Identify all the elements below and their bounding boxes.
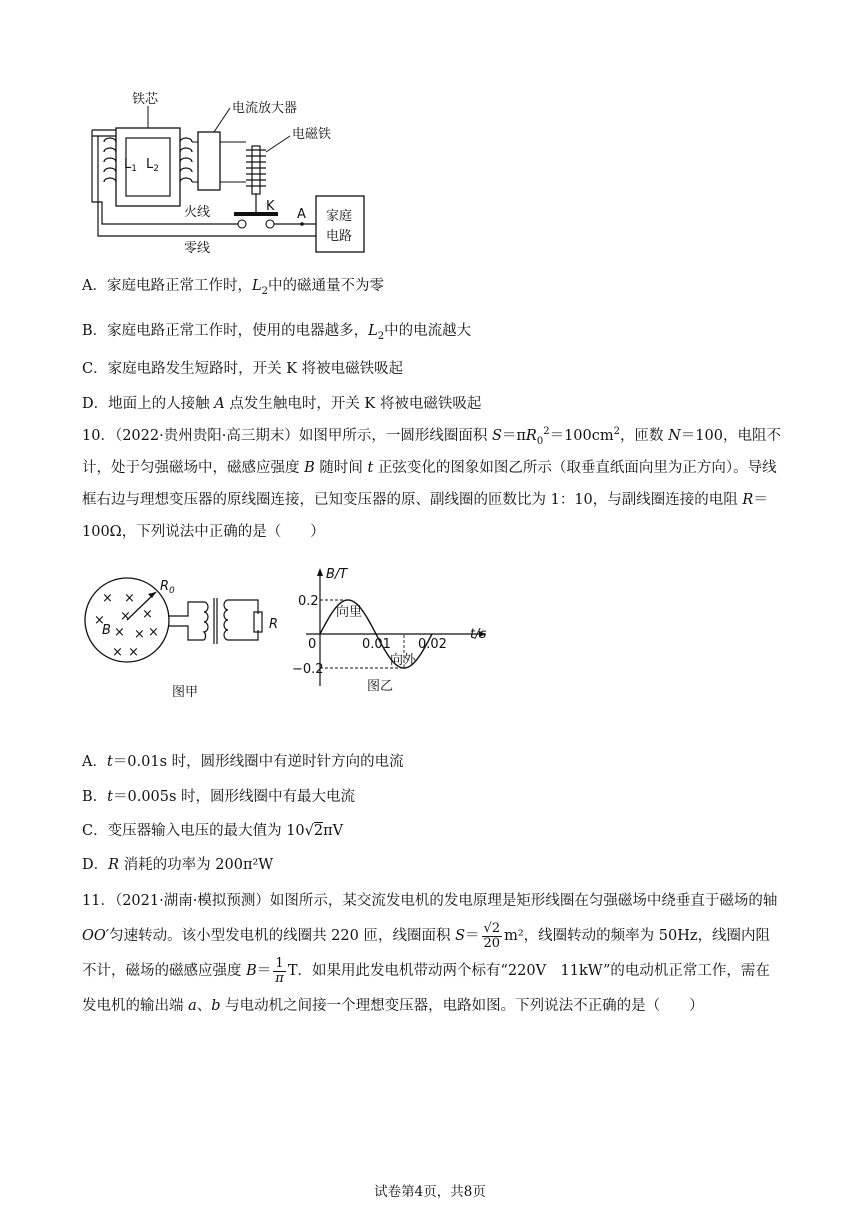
svg-text:×: × [94,613,105,628]
field-fraction: $\frac{1}{\pi}$ [275,955,284,986]
q9-option-a: A．家庭电路正常工作时，$L_2$中的磁通量不为零 [82,278,384,297]
transformer-secondary [224,600,228,640]
inward-annotation: 向里 [336,605,363,620]
x-tick-002: 0.02 [418,637,447,652]
electromagnet-core [252,146,260,194]
home-label-1: 家庭 [326,209,353,224]
q10-option-d: D．R 消耗的功率为 200π²W [82,857,274,873]
resistor-r [254,612,262,632]
q10-stem: 10．（2022·贵州贵阳·高三期末）如图甲所示，一圆形线圈面积 $S=\pi R_0^2=100cm^2$，匝数 N＝100，电阻不计，处于匀强磁场中，磁感应强度 B 随时间 t 正弦变化的图象如图乙所示（取垂直纸面向里为正方向）。导线框右边与理想变压器的原线圈连接，已知变压器的原、副线圈的匝数比为 1：10，与副线圈连接的电阻 R＝100Ω，下列说法中正确的是（ ） [82,426,781,540]
figure-b-caption: 图乙 [367,679,394,694]
electromagnet-label: 电磁铁 [292,127,332,142]
transformer-primary [204,602,208,640]
area-fraction: $\frac{√2}{20}$ [483,920,501,951]
figure-a-caption: 图甲 [172,685,199,700]
l2-label: $L_2$ [146,157,159,174]
svg-text:×: × [120,609,131,624]
amplifier-label: 电流放大器 [232,101,298,116]
point-a-label: A [297,207,306,222]
q10-figure-b-chart [292,564,496,704]
electromagnet-coil [246,150,266,186]
svg-text:×: × [134,627,145,642]
r0-label: $R_0$ [160,579,175,596]
svg-text:×: × [124,591,135,606]
q9-circuit-figure [80,84,380,264]
svg-text:×: × [102,591,113,606]
q9-option-b: B．家庭电路正常工作时，使用的电器越多，$L_2$中的电流越大 [82,323,472,342]
coil-l2 [180,138,192,182]
y-axis-label: B/T [326,567,348,582]
y-tick-pos: 0.2 [298,594,319,609]
q11-stem: 11．（2021·湖南·模拟预测）如图所示，某交流发电机的发电原理是矩形线圈在匀强磁场中绕垂直于磁场的轴 OO′匀速转动。该小型发电机的线圈共 220 匝，线圈面积 S＝ $\frac{√2}{20}$ m²，线圈转动的频率为 50Hz，线圈内阻不计，磁场的磁感应强度 B＝ $\frac{1}{\pi}$ T．如果用此发电机带动两个标有“220V 11kW”的电动机正常工作，需在发电机的输出端 a、b 与电动机之间接一个理想变压器，电路如图。下列说法不正确的是（ ） [82,893,778,1014]
iron-core-label: 铁芯 [132,92,159,107]
home-label-2: 电路 [326,229,353,244]
svg-text:×: × [114,625,125,640]
current-amplifier [198,132,220,190]
svg-text:×: × [142,607,153,622]
switch-k-label: K [266,199,275,214]
page-footer: 试卷第4页，共8页 [374,1184,486,1200]
coil-l1 [104,138,116,182]
x-tick-001: 0.01 [362,637,391,652]
outward-annotation: 向外 [390,653,417,668]
svg-text:×: × [112,645,123,660]
resistor-r-label: R [269,617,279,632]
svg-text:×: × [128,645,139,660]
q10-option-c: C．变压器输入电压的最大值为 10√2πV [82,823,344,839]
live-wire-label: 火线 [184,205,211,220]
q10-option-b: B．t＝0.005s 时，圆形线圈中有最大电流 [82,789,356,805]
q10-figure-a [84,572,284,702]
l1-label: $L_1$ [124,157,137,174]
q9-option-c: C．家庭电路发生短路时，开关 K 将被电磁铁吸起 [82,361,404,377]
b-field-label: B [102,623,111,638]
svg-text:×: × [148,625,159,640]
origin-label: 0 [308,637,317,652]
x-axis-label: t/s [470,627,487,642]
sqrt-symbol: √ [304,823,314,839]
q9-option-d: D．地面上的人接触 A 点发生触电时，开关 K 将被电磁铁吸起 [82,396,482,412]
neutral-wire-label: 零线 [184,241,211,256]
q10-option-a: A．t＝0.01s 时，圆形线圈中有逆时针方向的电流 [82,754,404,770]
y-tick-neg: −0.2 [292,662,324,677]
